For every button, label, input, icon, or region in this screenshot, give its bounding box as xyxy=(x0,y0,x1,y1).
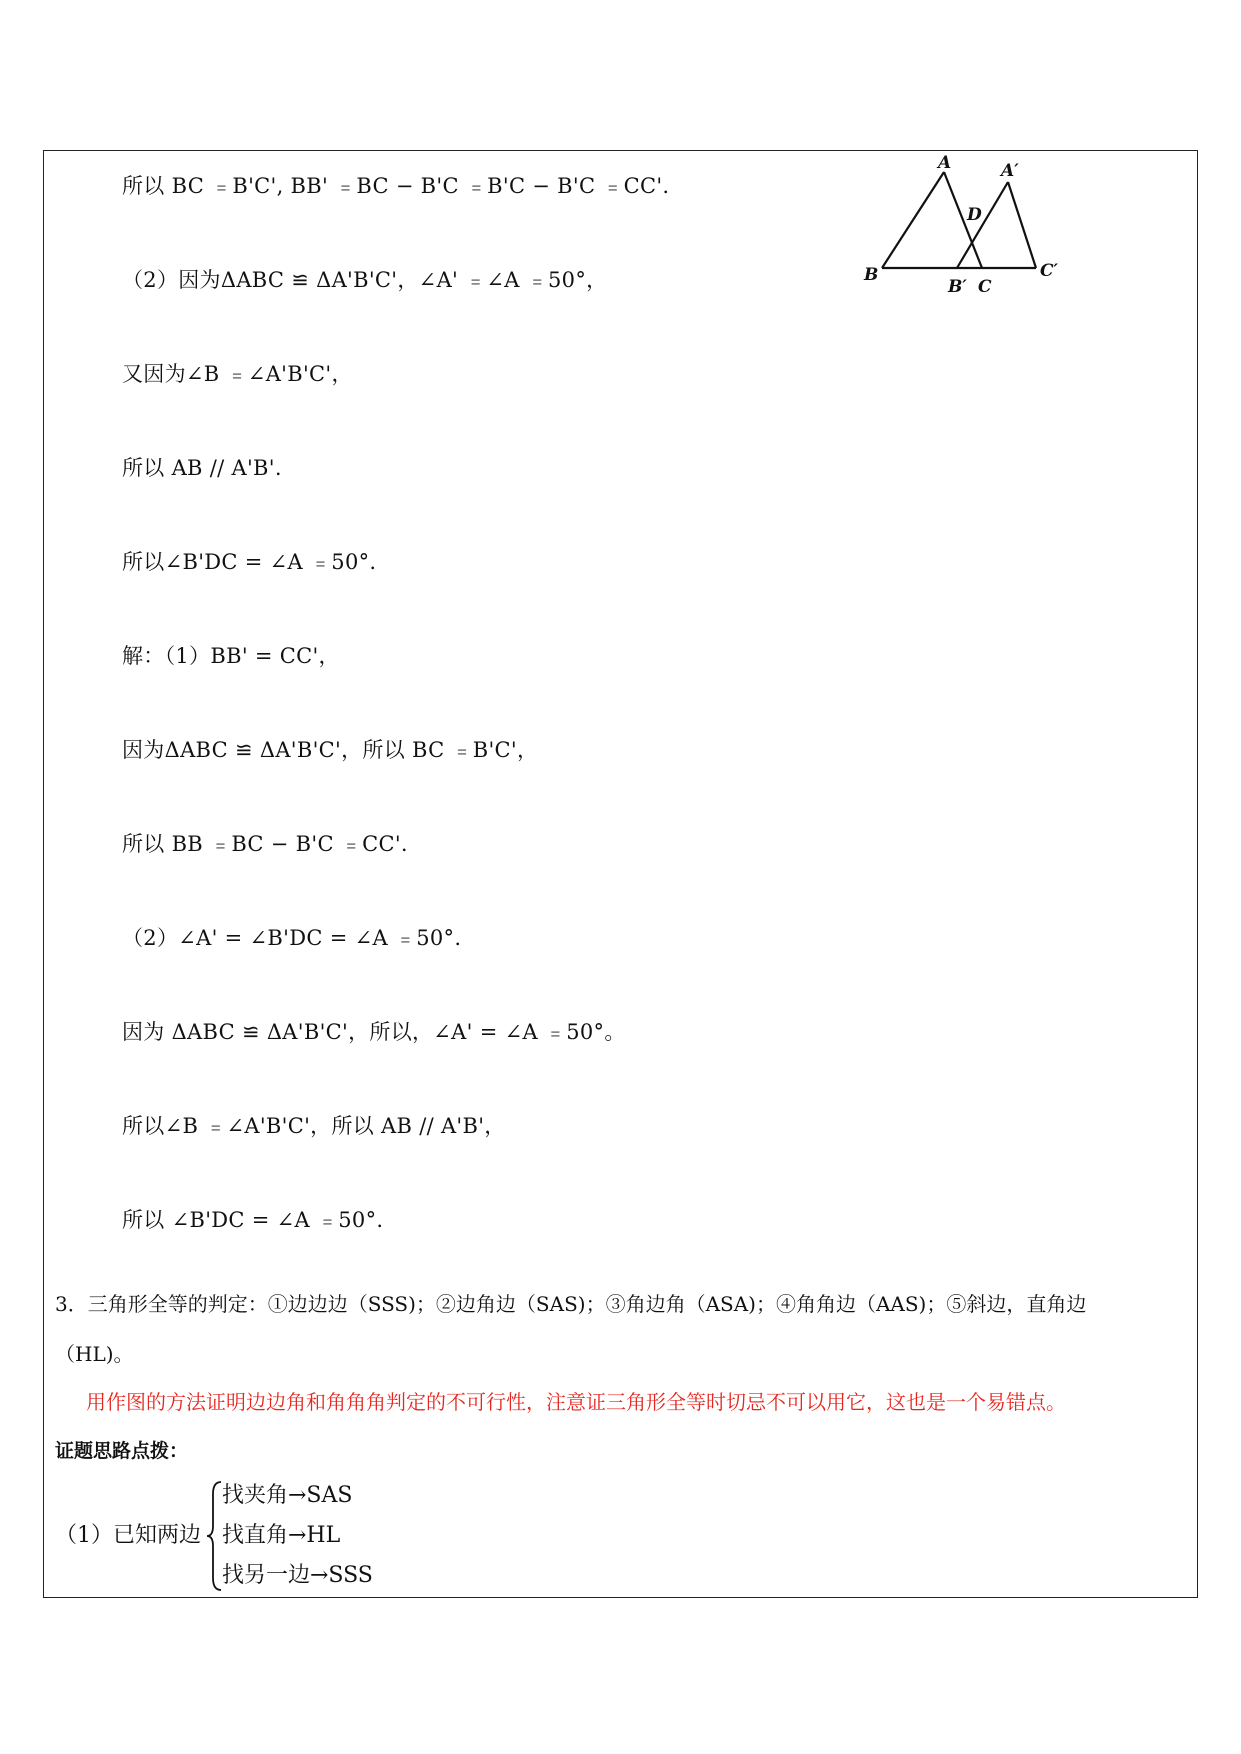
label-d: D xyxy=(967,205,982,225)
case-1-branch-1: 找夹角→SAS xyxy=(222,1483,353,1508)
case-1-branch-2: 找直角→HL xyxy=(222,1523,341,1548)
label-a: A xyxy=(938,153,952,173)
label-c: C xyxy=(978,277,992,297)
case-1-label: （1）已知两边 xyxy=(55,1523,201,1548)
curly-brace-icon xyxy=(205,1480,223,1592)
solution-line-5: 因为 ΔABC ≌ ΔA'B'C'，所以，∠A' = ∠A ﹦50°。 xyxy=(122,1020,626,1044)
congruence-criteria-cont: （HL)。 xyxy=(55,1342,134,1366)
case-1-branch-3: 找另一边→SSS xyxy=(222,1563,373,1588)
proof-line-2: （2）因为ΔABC ≌ ΔA'B'C'，∠A' ﹦∠A ﹦50°， xyxy=(122,268,608,292)
tips-title: 证题思路点拨： xyxy=(55,1440,189,1462)
solution-line-3: 所以 BB ﹦BC − B'C ﹦CC'. xyxy=(122,832,408,856)
proof-line-5: 所以∠B'DC = ∠A ﹦50°. xyxy=(122,550,377,574)
congruence-criteria: 3．三角形全等的判定：①边边边（SSS)；②边角边（SAS)；③角边角（ASA)；④角角边（AAS)；⑤斜边，直角边 xyxy=(55,1292,1087,1316)
solution-line-2: 因为ΔABC ≌ ΔA'B'C'，所以 BC ﹦B'C'， xyxy=(122,738,539,762)
label-b: B xyxy=(864,265,879,285)
solution-line-6: 所以∠B ﹦∠A'B'C'，所以 AB // A'B'， xyxy=(122,1114,506,1138)
segment-a-prime-c-prime xyxy=(1008,182,1036,268)
solution-line-4: （2）∠A' = ∠B'DC = ∠A ﹦50°. xyxy=(122,926,462,950)
solution-line-7: 所以 ∠B'DC = ∠A ﹦50°. xyxy=(122,1208,384,1232)
label-c-prime: C′ xyxy=(1040,261,1059,281)
label-a-prime: A′ xyxy=(1001,161,1019,181)
solution-line-1: 解：（1）BB' = CC'， xyxy=(122,644,340,668)
proof-line-1: 所以 BC ﹦B'C', BB' ﹦BC − B'C ﹦B'C − B'C ﹦CC'. xyxy=(122,174,670,198)
proof-line-4: 所以 AB // A'B'. xyxy=(122,456,282,480)
triangle-figure xyxy=(860,150,1070,300)
segment-ba xyxy=(882,172,944,268)
warning-note: 用作图的方法证明边边角和角角角判定的不可行性，注意证三角形全等时切忌不可以用它，这也是一个易错点。 xyxy=(86,1390,1066,1414)
proof-line-3: 又因为∠B ﹦∠A'B'C'， xyxy=(122,362,353,386)
label-b-prime: B′ xyxy=(948,277,967,297)
